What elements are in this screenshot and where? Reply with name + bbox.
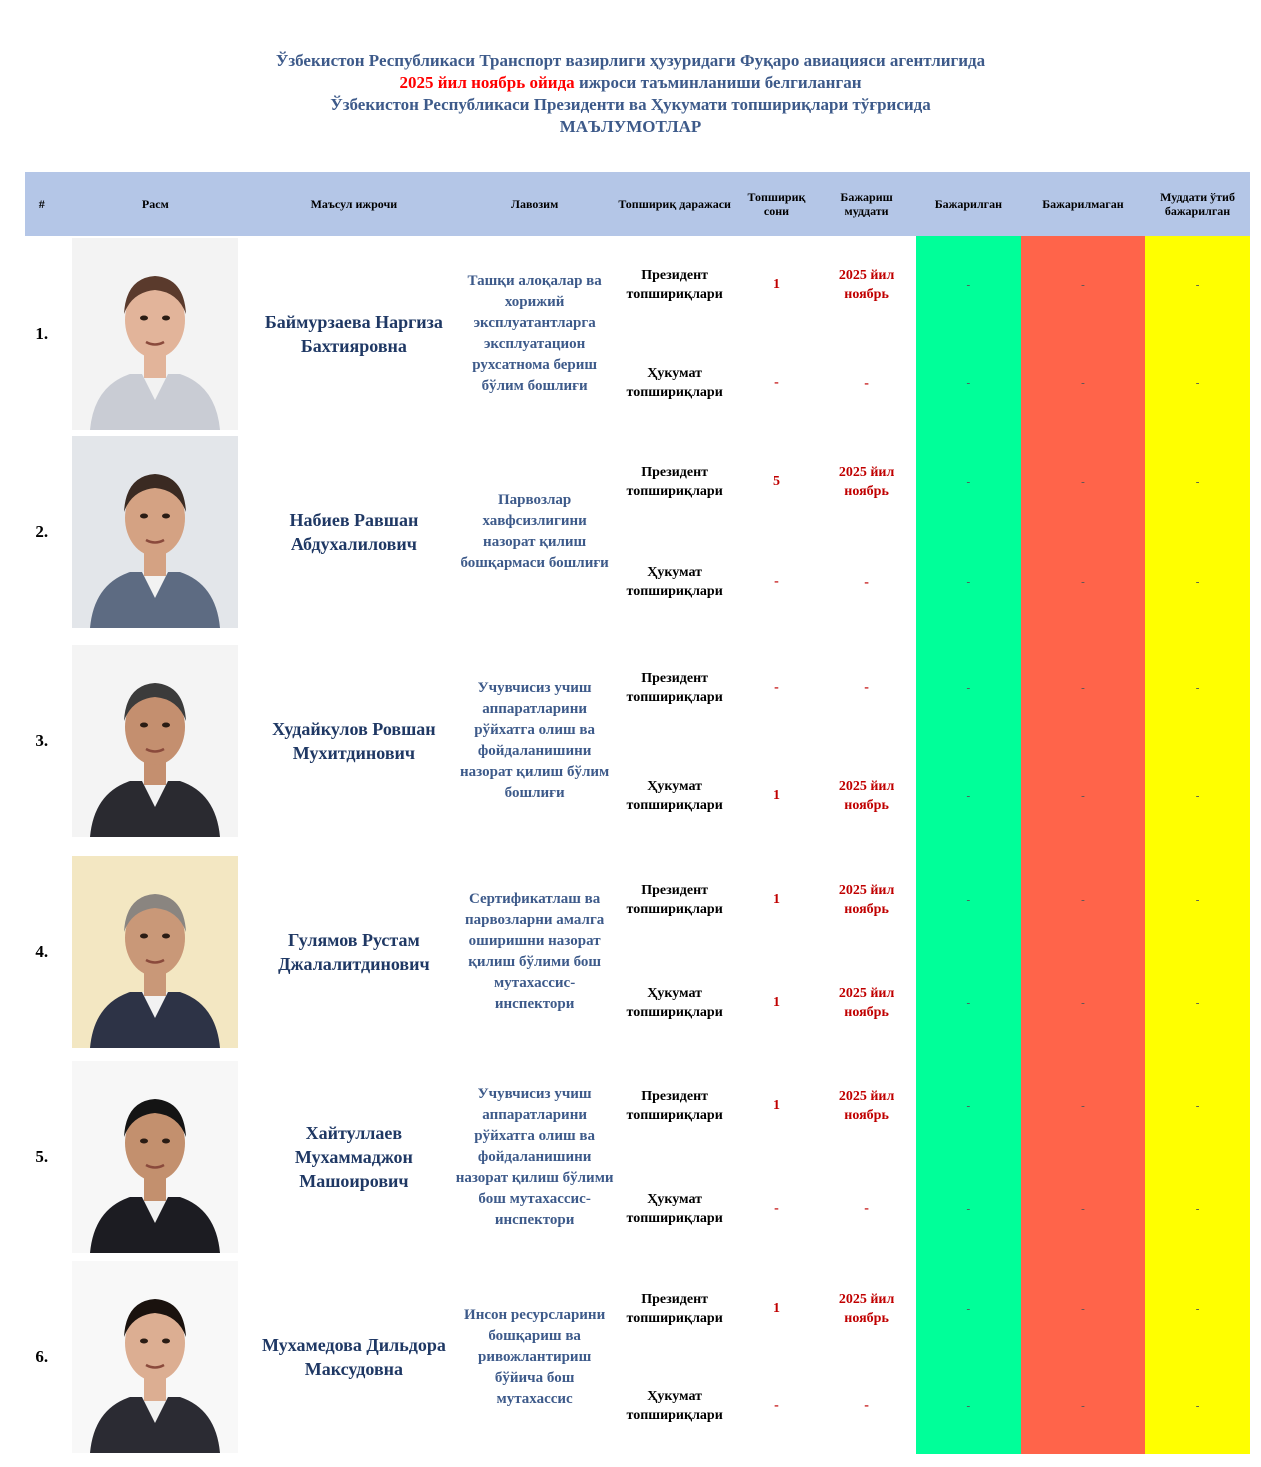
task-level: Ҳукумат топшириқлари xyxy=(626,366,723,400)
task-count: - xyxy=(774,375,779,390)
task-deadline: 2025 йил ноябрь xyxy=(838,1088,895,1123)
task-level: Президент топшириқлари xyxy=(626,883,723,917)
status-not-done: - xyxy=(1021,743,1145,849)
executor-photo xyxy=(72,856,238,1048)
row-number: 3. xyxy=(35,730,49,750)
col-header-position: Лавозим xyxy=(456,172,614,236)
task-deadline: 2025 йил ноябрь xyxy=(838,268,895,302)
status-not-done: - xyxy=(1021,236,1145,334)
status-overdue-done: - xyxy=(1145,743,1250,849)
status-done: - xyxy=(916,236,1021,334)
table-row xyxy=(25,1260,1250,1357)
status-done: - xyxy=(916,432,1021,532)
executor-photo-cell xyxy=(59,1260,252,1454)
executor-photo xyxy=(72,238,238,430)
status-overdue-done: - xyxy=(1145,432,1250,532)
status-not-done: - xyxy=(1021,432,1145,532)
task-deadline: 2025 йил ноябрь xyxy=(838,985,895,1020)
task-deadline: - xyxy=(864,1201,869,1216)
table-header-row xyxy=(25,172,1250,236)
task-deadline: 2025 йил ноябрь xyxy=(838,1291,895,1326)
task-level: Ҳукумат топшириқлари xyxy=(626,565,723,599)
row-number: 2. xyxy=(35,522,49,541)
status-not-done: - xyxy=(1021,849,1145,951)
heading-line-4: МАЪЛУМОТЛАР xyxy=(559,117,702,136)
col-header-deadline: Бажариш муддати xyxy=(817,172,916,236)
col-header-number: # xyxy=(25,172,59,236)
col-header-count: Топшириқ сони xyxy=(736,172,817,236)
task-level: Президент топшириқлари xyxy=(626,465,723,499)
task-count: 1 xyxy=(772,1300,780,1316)
task-deadline: 2025 йил ноябрь xyxy=(838,779,895,813)
executor-name: Хайтуллаев Мухаммаджон Машоирович xyxy=(294,1123,413,1191)
task-count: 1 xyxy=(772,1097,780,1113)
executor-position: Ташқи алоқалар ва хорижий эксплуатантларга эксплуатацион рухсатнома бериш бўлим бошлиғи xyxy=(467,273,602,394)
task-count: - xyxy=(774,1397,779,1413)
status-overdue-done: - xyxy=(1145,951,1250,1054)
col-header-photo: Расм xyxy=(59,172,252,236)
executor-photo-cell xyxy=(59,632,252,849)
executor-name: Набиев Равшан Абдухалилович xyxy=(289,510,419,554)
status-not-done: - xyxy=(1021,1157,1145,1260)
status-done: - xyxy=(916,1260,1021,1357)
status-not-done: - xyxy=(1021,532,1145,632)
task-level: Президент топшириқлари xyxy=(626,268,723,302)
status-overdue-done: - xyxy=(1145,236,1250,334)
row-number: 1. xyxy=(35,324,49,343)
status-done: - xyxy=(916,1157,1021,1260)
task-count: - xyxy=(774,679,779,695)
executor-photo-cell xyxy=(59,432,252,632)
status-overdue-done: - xyxy=(1145,334,1250,432)
task-count: 1 xyxy=(772,892,780,907)
executor-photo xyxy=(72,436,238,628)
row-number: 6. xyxy=(35,1347,49,1366)
executor-position: Парвозлар хавфсизлигини назорат қилиш бошқармаси бошлиғи xyxy=(460,492,609,571)
task-count: - xyxy=(774,574,779,589)
status-overdue-done: - xyxy=(1145,1054,1250,1157)
status-not-done: - xyxy=(1021,1054,1145,1157)
status-done: - xyxy=(916,951,1021,1054)
task-level: Президент топшириқлари xyxy=(626,670,723,705)
status-done: - xyxy=(916,532,1021,632)
tasks-table xyxy=(25,172,1250,1454)
table-row xyxy=(25,236,1250,334)
heading-line-2 xyxy=(0,72,1261,94)
report-heading xyxy=(0,50,1261,138)
task-deadline: - xyxy=(864,1398,869,1413)
executor-photo xyxy=(72,1261,238,1453)
col-header-level: Топшириқ даражаси xyxy=(614,172,736,236)
status-overdue-done: - xyxy=(1145,1357,1250,1454)
task-deadline: 2025 йил ноябрь xyxy=(838,465,895,499)
task-count: 1 xyxy=(772,994,780,1010)
status-not-done: - xyxy=(1021,632,1145,743)
executor-position: Сертификатлаш ва парвозларни амалга оширишни назорат қилиш бўлими бош мутахассис-инспектори xyxy=(464,890,605,1012)
status-done: - xyxy=(916,1054,1021,1157)
table-row xyxy=(25,849,1250,951)
task-deadline: 2025 йил ноябрь xyxy=(838,883,895,917)
col-header-overdue-done: Муддати ўтиб бажарилган xyxy=(1145,172,1250,236)
heading-line-2-rest: ижроси таъминланиши белгиланган xyxy=(574,73,862,92)
task-level: Президент топшириқлари xyxy=(626,1088,723,1123)
status-overdue-done: - xyxy=(1145,849,1250,951)
task-level: Президент топшириқлари xyxy=(626,1291,723,1326)
task-level: Ҳукумат топшириқлари xyxy=(626,779,723,813)
status-done: - xyxy=(916,849,1021,951)
heading-period: 2025 йил ноябрь ойида xyxy=(399,73,575,92)
status-not-done: - xyxy=(1021,1357,1145,1454)
heading-line-1: Ўзбекистон Республикаси Транспорт вазирлиги ҳузуридаги Фуқаро авиацияси агентлигида xyxy=(275,51,986,70)
status-done: - xyxy=(916,632,1021,743)
status-overdue-done: - xyxy=(1145,1260,1250,1357)
task-count: 1 xyxy=(772,277,780,292)
executor-name: Баймурзаева Наргиза Бахтияровна xyxy=(264,312,443,356)
task-level: Ҳукумат топшириқлари xyxy=(626,1191,723,1226)
status-not-done: - xyxy=(1021,1260,1145,1357)
status-not-done: - xyxy=(1021,951,1145,1054)
executor-position: Инсон ресурсларини бошқариш ва ривожлантириш бўйича бош мутахассис xyxy=(464,1306,606,1407)
status-done: - xyxy=(916,743,1021,849)
row-number: 5. xyxy=(35,1147,49,1166)
executor-position: Учувчисиз учиш аппаратларини рўйхатга олиш ва фойдаланишини назорат қилиш бўлими бош мутахассис-инспектори xyxy=(455,1085,614,1228)
col-header-done: Бажарилган xyxy=(916,172,1021,236)
executor-photo-cell xyxy=(59,1054,252,1260)
task-deadline: - xyxy=(864,680,869,695)
table-row xyxy=(25,432,1250,532)
task-level: Ҳукумат топшириқлари xyxy=(626,985,723,1020)
executor-position: Учувчисиз учиш аппаратларини рўйхатга олиш ва фойдаланишини назорат қилиш бўлим бошлиғи xyxy=(460,679,610,801)
status-not-done: - xyxy=(1021,334,1145,432)
col-header-not-done: Бажарилмаган xyxy=(1021,172,1145,236)
task-count: 1 xyxy=(772,788,780,803)
task-deadline: - xyxy=(864,574,869,590)
executor-photo-cell xyxy=(59,849,252,1054)
task-level: Ҳукумат топшириқлари xyxy=(626,1388,723,1423)
executor-photo-cell xyxy=(59,236,252,432)
executor-name: Гулямов Рустам Джалалитдинович xyxy=(278,929,430,974)
col-header-executor: Маъсул ижрочи xyxy=(252,172,456,236)
status-done: - xyxy=(916,1357,1021,1454)
row-number: 4. xyxy=(35,941,49,961)
task-count: 5 xyxy=(772,474,780,489)
status-overdue-done: - xyxy=(1145,532,1250,632)
executor-name: Худайкулов Ровшан Мухитдинович xyxy=(272,718,436,763)
status-done: - xyxy=(916,334,1021,432)
task-count: - xyxy=(774,1200,779,1216)
executor-name: Мухамедова Дильдора Максудовна xyxy=(261,1335,446,1379)
table-row xyxy=(25,1054,1250,1157)
heading-line-3: Ўзбекистон Республикаси Президенти ва Ҳукумати топшириқлари тўғрисида xyxy=(330,95,931,114)
executor-photo xyxy=(72,645,238,837)
table-row xyxy=(25,632,1250,743)
task-deadline: - xyxy=(864,375,869,391)
executor-photo xyxy=(72,1061,238,1253)
status-overdue-done: - xyxy=(1145,1157,1250,1260)
status-overdue-done: - xyxy=(1145,632,1250,743)
